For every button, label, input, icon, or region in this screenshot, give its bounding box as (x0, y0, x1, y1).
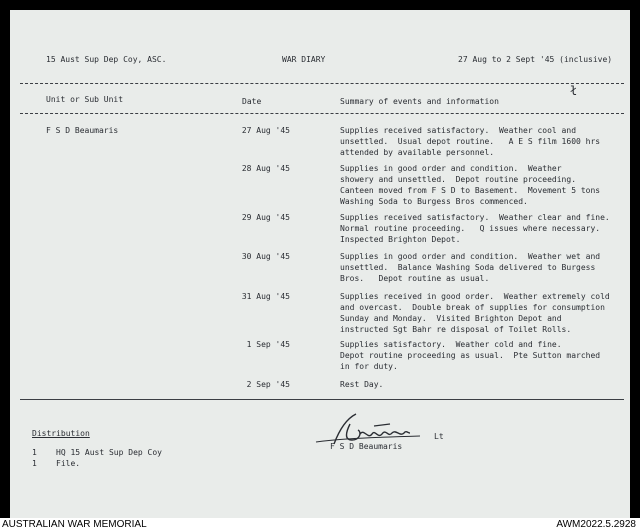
column-summary: Summary of events and information (340, 97, 499, 106)
header-title: WAR DIARY (282, 55, 326, 64)
summary-line: unsettled. Usual depot routine. A E S film 1600 hrs (340, 137, 601, 146)
footer-bar (0, 518, 640, 532)
summary-line: Supplies received satisfactory. Weather clear and fine. (340, 213, 610, 222)
entry-summary (340, 125, 626, 158)
summary-line: Washing Soda to Burgess Bros commenced. (340, 197, 528, 206)
footer-source: AUSTRALIAN WAR MEMORIAL (2, 519, 147, 530)
summary-line: attended by available personnel. (340, 148, 495, 157)
entry-date: 30 Aug '45 (241, 252, 290, 261)
entry-date: 28 Aug '45 (241, 164, 290, 173)
entry-summary (340, 163, 626, 207)
signature-unit: F S D Beaumaris (330, 442, 403, 451)
footer-accession: AWM2022.5.2928 (556, 519, 636, 530)
rule-top (20, 83, 624, 84)
entry-date: 29 Aug '45 (241, 213, 290, 222)
summary-line: Supplies satisfactory. Weather cold and fine. (340, 340, 562, 349)
pencil-mark-icon: ł (570, 84, 578, 98)
rule-header (20, 113, 624, 114)
distribution-item: HQ 15 Aust Sup Dep Coy (56, 448, 162, 457)
summary-line: Inspected Brighton Depot. (340, 235, 461, 244)
distribution-qty: 1 (32, 448, 37, 457)
distribution-qty: 1 (32, 459, 37, 468)
summary-line: in for duty. (340, 362, 398, 371)
entry-summary (340, 339, 626, 372)
summary-line: Rest Day. (340, 380, 384, 389)
entry-summary (340, 291, 626, 335)
column-unit: Unit or Sub Unit (46, 95, 124, 104)
summary-line: Supplies in good order and condition. Weather (340, 164, 562, 173)
entry-date: 31 Aug '45 (241, 292, 290, 301)
entry-summary (340, 212, 626, 245)
sub-unit: F S D Beaumaris (46, 126, 119, 135)
signature-rank: Lt (434, 432, 444, 441)
summary-line: Normal routine proceeding. Q issues where necessary. (340, 224, 601, 233)
summary-line: and overcast. Double break of supplies for consumption (340, 303, 605, 312)
war-diary-page (10, 10, 630, 518)
header-unit: 15 Aust Sup Dep Coy, ASC. (46, 55, 167, 64)
rule-bottom (20, 399, 624, 400)
column-date: Date (242, 97, 262, 106)
summary-line: Sunday and Monday. Visited Brighton Depot and (340, 314, 562, 323)
entry-summary (340, 251, 626, 284)
summary-line: unsettled. Balance Washing Soda delivered to Burgess (340, 263, 596, 272)
entry-date: 1 Sep '45 (246, 340, 290, 349)
summary-line: Canteen moved from F S D to Basement. Movement 5 tons (340, 186, 601, 195)
summary-line: Depot routine proceeding as usual. Pte Sutton marched (340, 351, 601, 360)
entry-date: 27 Aug '45 (241, 126, 290, 135)
distribution-title: Distribution (32, 429, 90, 438)
entry-date: 2 Sep '45 (246, 380, 290, 389)
summary-line: Supplies in good order and condition. Weather wet and (340, 252, 601, 261)
distribution-item: File. (56, 459, 81, 468)
summary-line: instructed Sgt Bahr re disposal of Toilet Rolls. (340, 325, 572, 334)
summary-line: Supplies received in good order. Weather extremely cold (340, 292, 610, 301)
summary-line: Bros. Depot routine as usual. (340, 274, 490, 283)
summary-line: Supplies received satisfactory. Weather cool and (340, 126, 577, 135)
header-period: 27 Aug to 2 Sept '45 (inclusive) (458, 55, 613, 64)
entry-summary (340, 379, 626, 390)
summary-line: showery and unsettled. Depot routine proceeding. (340, 175, 577, 184)
